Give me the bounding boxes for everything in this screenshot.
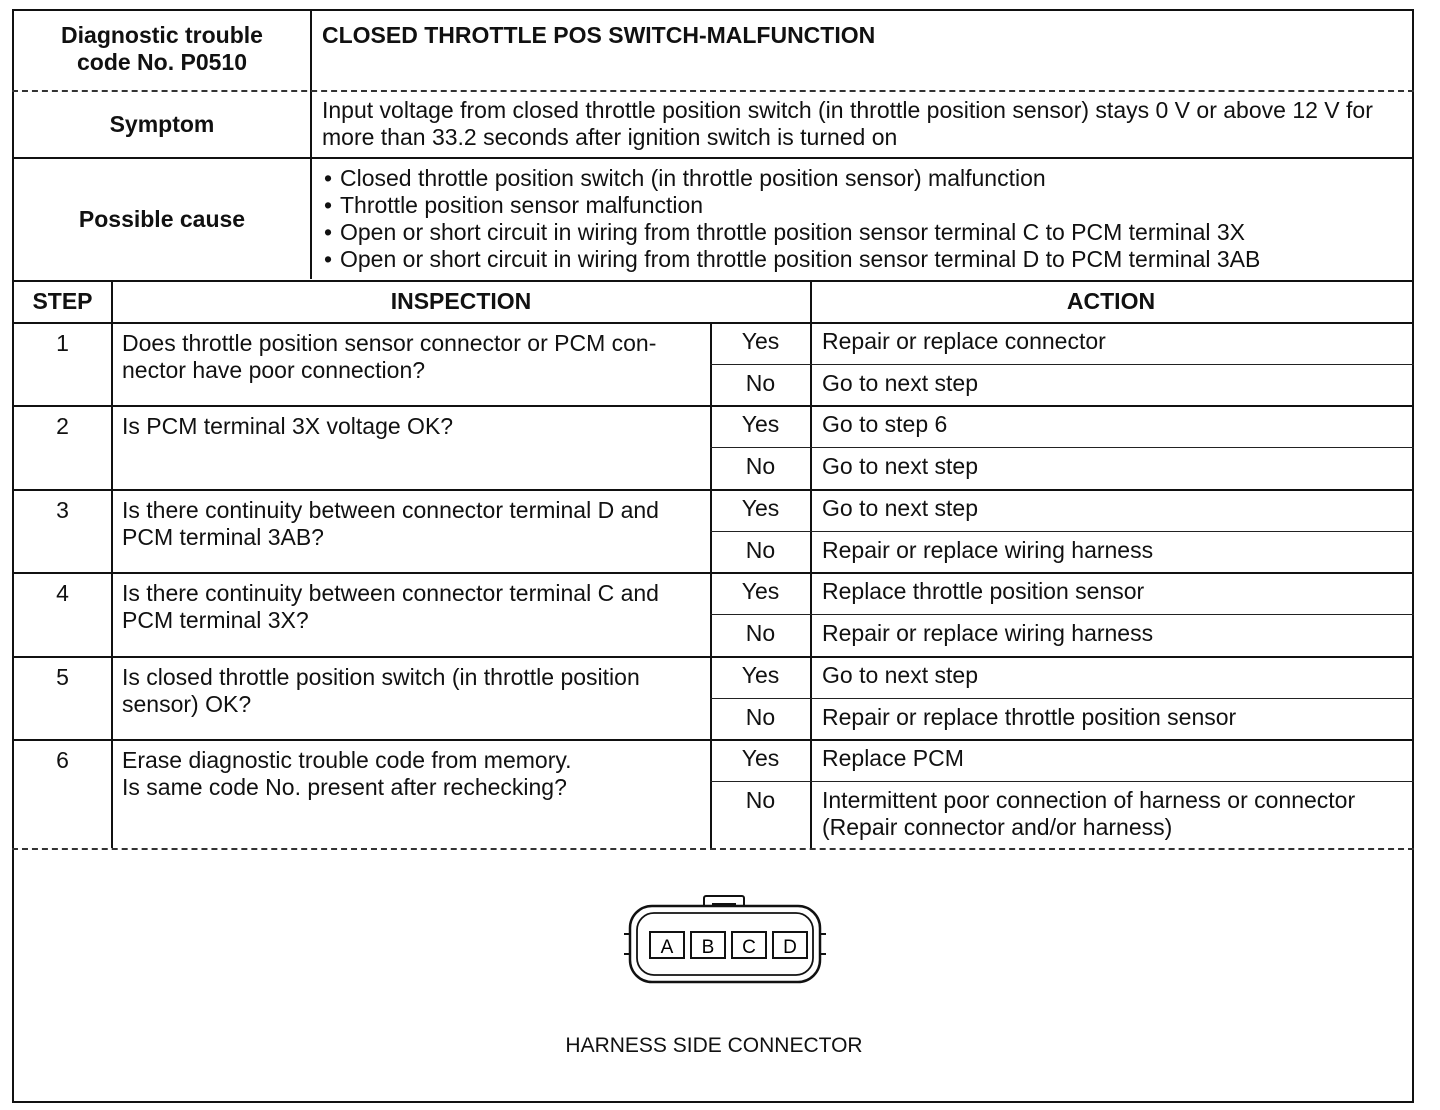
terminal-label: D <box>783 937 797 958</box>
action-no: Intermittent poor connection of harness or connector (Repair connector and/or harness) <box>822 787 1356 840</box>
row-mid-line <box>710 698 1414 699</box>
rule-symptom <box>12 157 1414 159</box>
step-number: 5 <box>56 664 69 690</box>
step-question: Erase diagnostic trouble code from memory. Is same code No. present after rechecking? <box>122 747 572 800</box>
row-mid-line <box>710 531 1414 532</box>
terminal-label: C <box>742 937 756 958</box>
row-line <box>12 489 1414 491</box>
action-no: Go to next step <box>822 370 978 396</box>
dtc-title: CLOSED THROTTLE POS SWITCH-MALFUNCTION <box>322 22 876 48</box>
cause-item: • Closed throttle position switch (in throttle position sensor) malfunction <box>318 165 1410 192</box>
cause-label: Possible cause <box>78 206 246 232</box>
dtc-label <box>14 22 310 76</box>
terminal-label: B <box>701 937 715 958</box>
action-yes: Replace PCM <box>822 745 964 771</box>
step-number: 4 <box>56 580 69 606</box>
rule-dtc <box>12 90 1414 92</box>
column-action: ACTION <box>1066 288 1156 314</box>
symptom-text: Input voltage from closed throttle position switch (in throttle position sensor) stays 0 V or above 12 V for more than 33.2 seconds after ignition switch is turned on <box>322 97 1373 150</box>
dtc-label-text: Diagnostic trouble code No. P0510 <box>61 22 263 75</box>
cause-item: • Open or short circuit in wiring from throttle position sensor terminal D to PCM terminal 3AB <box>318 246 1410 273</box>
cause-list <box>318 165 1410 273</box>
answer-yes: Yes <box>741 495 780 521</box>
action-yes: Repair or replace connector <box>822 328 1106 354</box>
answer-no: No <box>745 787 776 813</box>
rule-colhead <box>12 322 1414 324</box>
terminal-label: A <box>660 937 674 958</box>
answer-yes: Yes <box>741 578 780 604</box>
row-mid-line <box>710 781 1414 782</box>
action-yes: Go to next step <box>822 662 978 688</box>
action-no: Go to next step <box>822 453 978 479</box>
column-inspection: INSPECTION <box>390 288 532 314</box>
symptom-label: Symptom <box>109 111 215 137</box>
step-question: Is there continuity between connector terminal C and PCM terminal 3X? <box>122 580 659 633</box>
header-divider <box>310 9 312 279</box>
connector-diagram <box>620 890 830 990</box>
action-no: Repair or replace throttle position sensor <box>822 704 1237 730</box>
step-question: Is closed throttle position switch (in throttle position sensor) OK? <box>122 664 640 717</box>
col-line-action <box>810 280 812 848</box>
answer-yes: Yes <box>741 662 780 688</box>
rule-cause <box>12 280 1414 282</box>
answer-no: No <box>745 620 776 646</box>
step-number: 3 <box>56 497 69 523</box>
answer-no: No <box>745 704 776 730</box>
cause-item: • Throttle position sensor malfunction <box>318 192 1410 219</box>
row-line <box>12 572 1414 574</box>
answer-yes: Yes <box>741 328 780 354</box>
step-number: 6 <box>56 747 69 773</box>
step-number: 1 <box>56 330 69 356</box>
row-line <box>12 656 1414 658</box>
action-yes: Go to step 6 <box>822 411 948 437</box>
step-question: Is there continuity between connector terminal D and PCM terminal 3AB? <box>122 497 659 550</box>
connector-caption: HARNESS SIDE CONNECTOR <box>565 1034 863 1057</box>
col-line-step <box>111 280 113 848</box>
rule-table-end <box>12 848 1414 850</box>
answer-no: No <box>745 537 776 563</box>
step-question: Does throttle position sensor connector or PCM con- nector have poor connection? <box>122 330 657 383</box>
col-line-answer <box>710 322 712 848</box>
row-mid-line <box>710 447 1414 448</box>
cause-item: • Open or short circuit in wiring from throttle position sensor terminal C to PCM terminal 3X <box>318 219 1410 246</box>
answer-yes: Yes <box>741 745 780 771</box>
row-mid-line <box>710 614 1414 615</box>
row-mid-line <box>710 364 1414 365</box>
step-number: 2 <box>56 413 69 439</box>
action-yes: Go to next step <box>822 495 978 521</box>
action-no: Repair or replace wiring harness <box>822 620 1154 646</box>
row-line <box>12 405 1414 407</box>
answer-yes: Yes <box>741 411 780 437</box>
row-line <box>12 739 1414 741</box>
column-step: STEP <box>32 288 93 314</box>
answer-no: No <box>745 370 776 396</box>
answer-no: No <box>745 453 776 479</box>
action-yes: Replace throttle position sensor <box>822 578 1145 604</box>
step-question: Is PCM terminal 3X voltage OK? <box>122 413 454 439</box>
action-no: Repair or replace wiring harness <box>822 537 1154 563</box>
